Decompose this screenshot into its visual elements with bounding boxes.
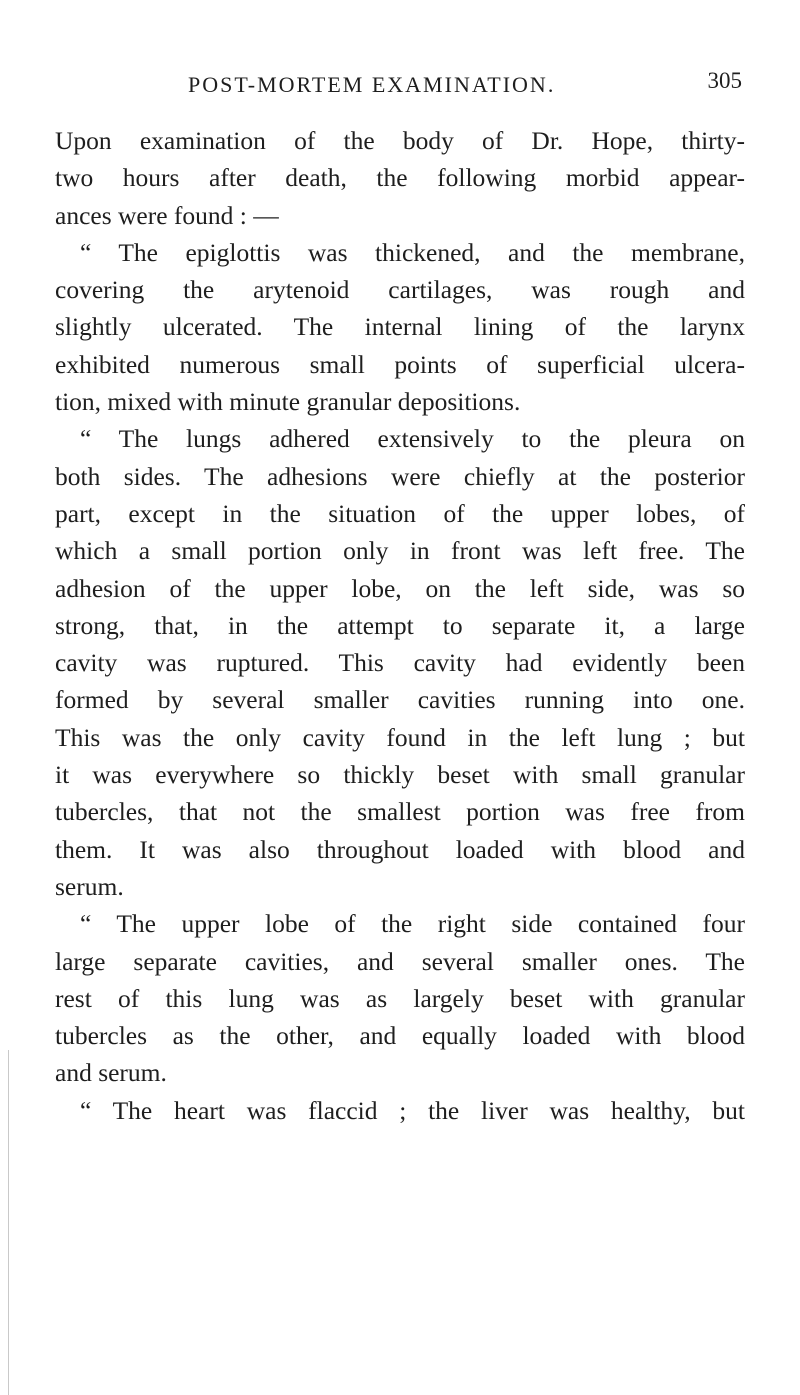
text-line: them. It was also throughout loaded with blood and [55, 834, 745, 864]
text-line: which a small portion only in front was left free. The [55, 536, 745, 566]
page-number: 305 [707, 68, 742, 93]
text-line: formed by several smaller cavities running into one. [55, 685, 745, 715]
text-line: Upon examination of the body of Dr. Hope, thirty- [55, 126, 745, 155]
text-line: large separate cavities, and several smaller ones. The [55, 946, 745, 976]
text-line: “ The epiglottis was thickened, and the membrane, [80, 237, 745, 267]
text-line: ances were found : — [55, 200, 279, 230]
text-line: covering the arytenoid cartilages, was rough and [55, 275, 745, 305]
text-line: “ The upper lobe of the right side contained four [80, 909, 745, 939]
text-line: two hours after death, the following morbid appear- [55, 163, 745, 193]
text-line: rest of this lung was as largely beset with granular [55, 983, 745, 1013]
text-line: cavity was ruptured. This cavity had evidently been [55, 648, 745, 678]
text-line: it was everywhere so thickly beset with small granular [55, 760, 745, 790]
body-text [55, 122, 745, 1129]
text-line: serum. [55, 871, 124, 901]
running-head: POST-MORTEM EXAMINATION. [188, 72, 556, 97]
margin-rule [8, 1050, 9, 1395]
text-line: adhesion of the upper lobe, on the left side, was so [55, 573, 745, 603]
text-line: both sides. The adhesions were chiefly at the posterior [55, 461, 745, 491]
text-line: “ The lungs adhered extensively to the pleura on [80, 424, 745, 454]
text-line: strong, that, in the attempt to separate it, a large [55, 610, 745, 640]
text-line: tubercles as the other, and equally loaded with blood [55, 1021, 745, 1051]
text-line: part, except in the situation of the upper lobes, of [55, 498, 745, 528]
text-line: This was the only cavity found in the left lung ; but [55, 722, 745, 752]
text-line: and serum. [55, 1058, 167, 1088]
text-line: tion, mixed with minute granular depositions. [55, 387, 521, 417]
text-line: tubercles, that not the smallest portion was free from [55, 797, 745, 827]
text-line: “ The heart was flaccid ; the liver was healthy, but [80, 1095, 745, 1125]
text-line: exhibited numerous small points of superficial ulcera- [55, 349, 745, 379]
text-line: slightly ulcerated. The internal lining of the larynx [55, 312, 745, 342]
